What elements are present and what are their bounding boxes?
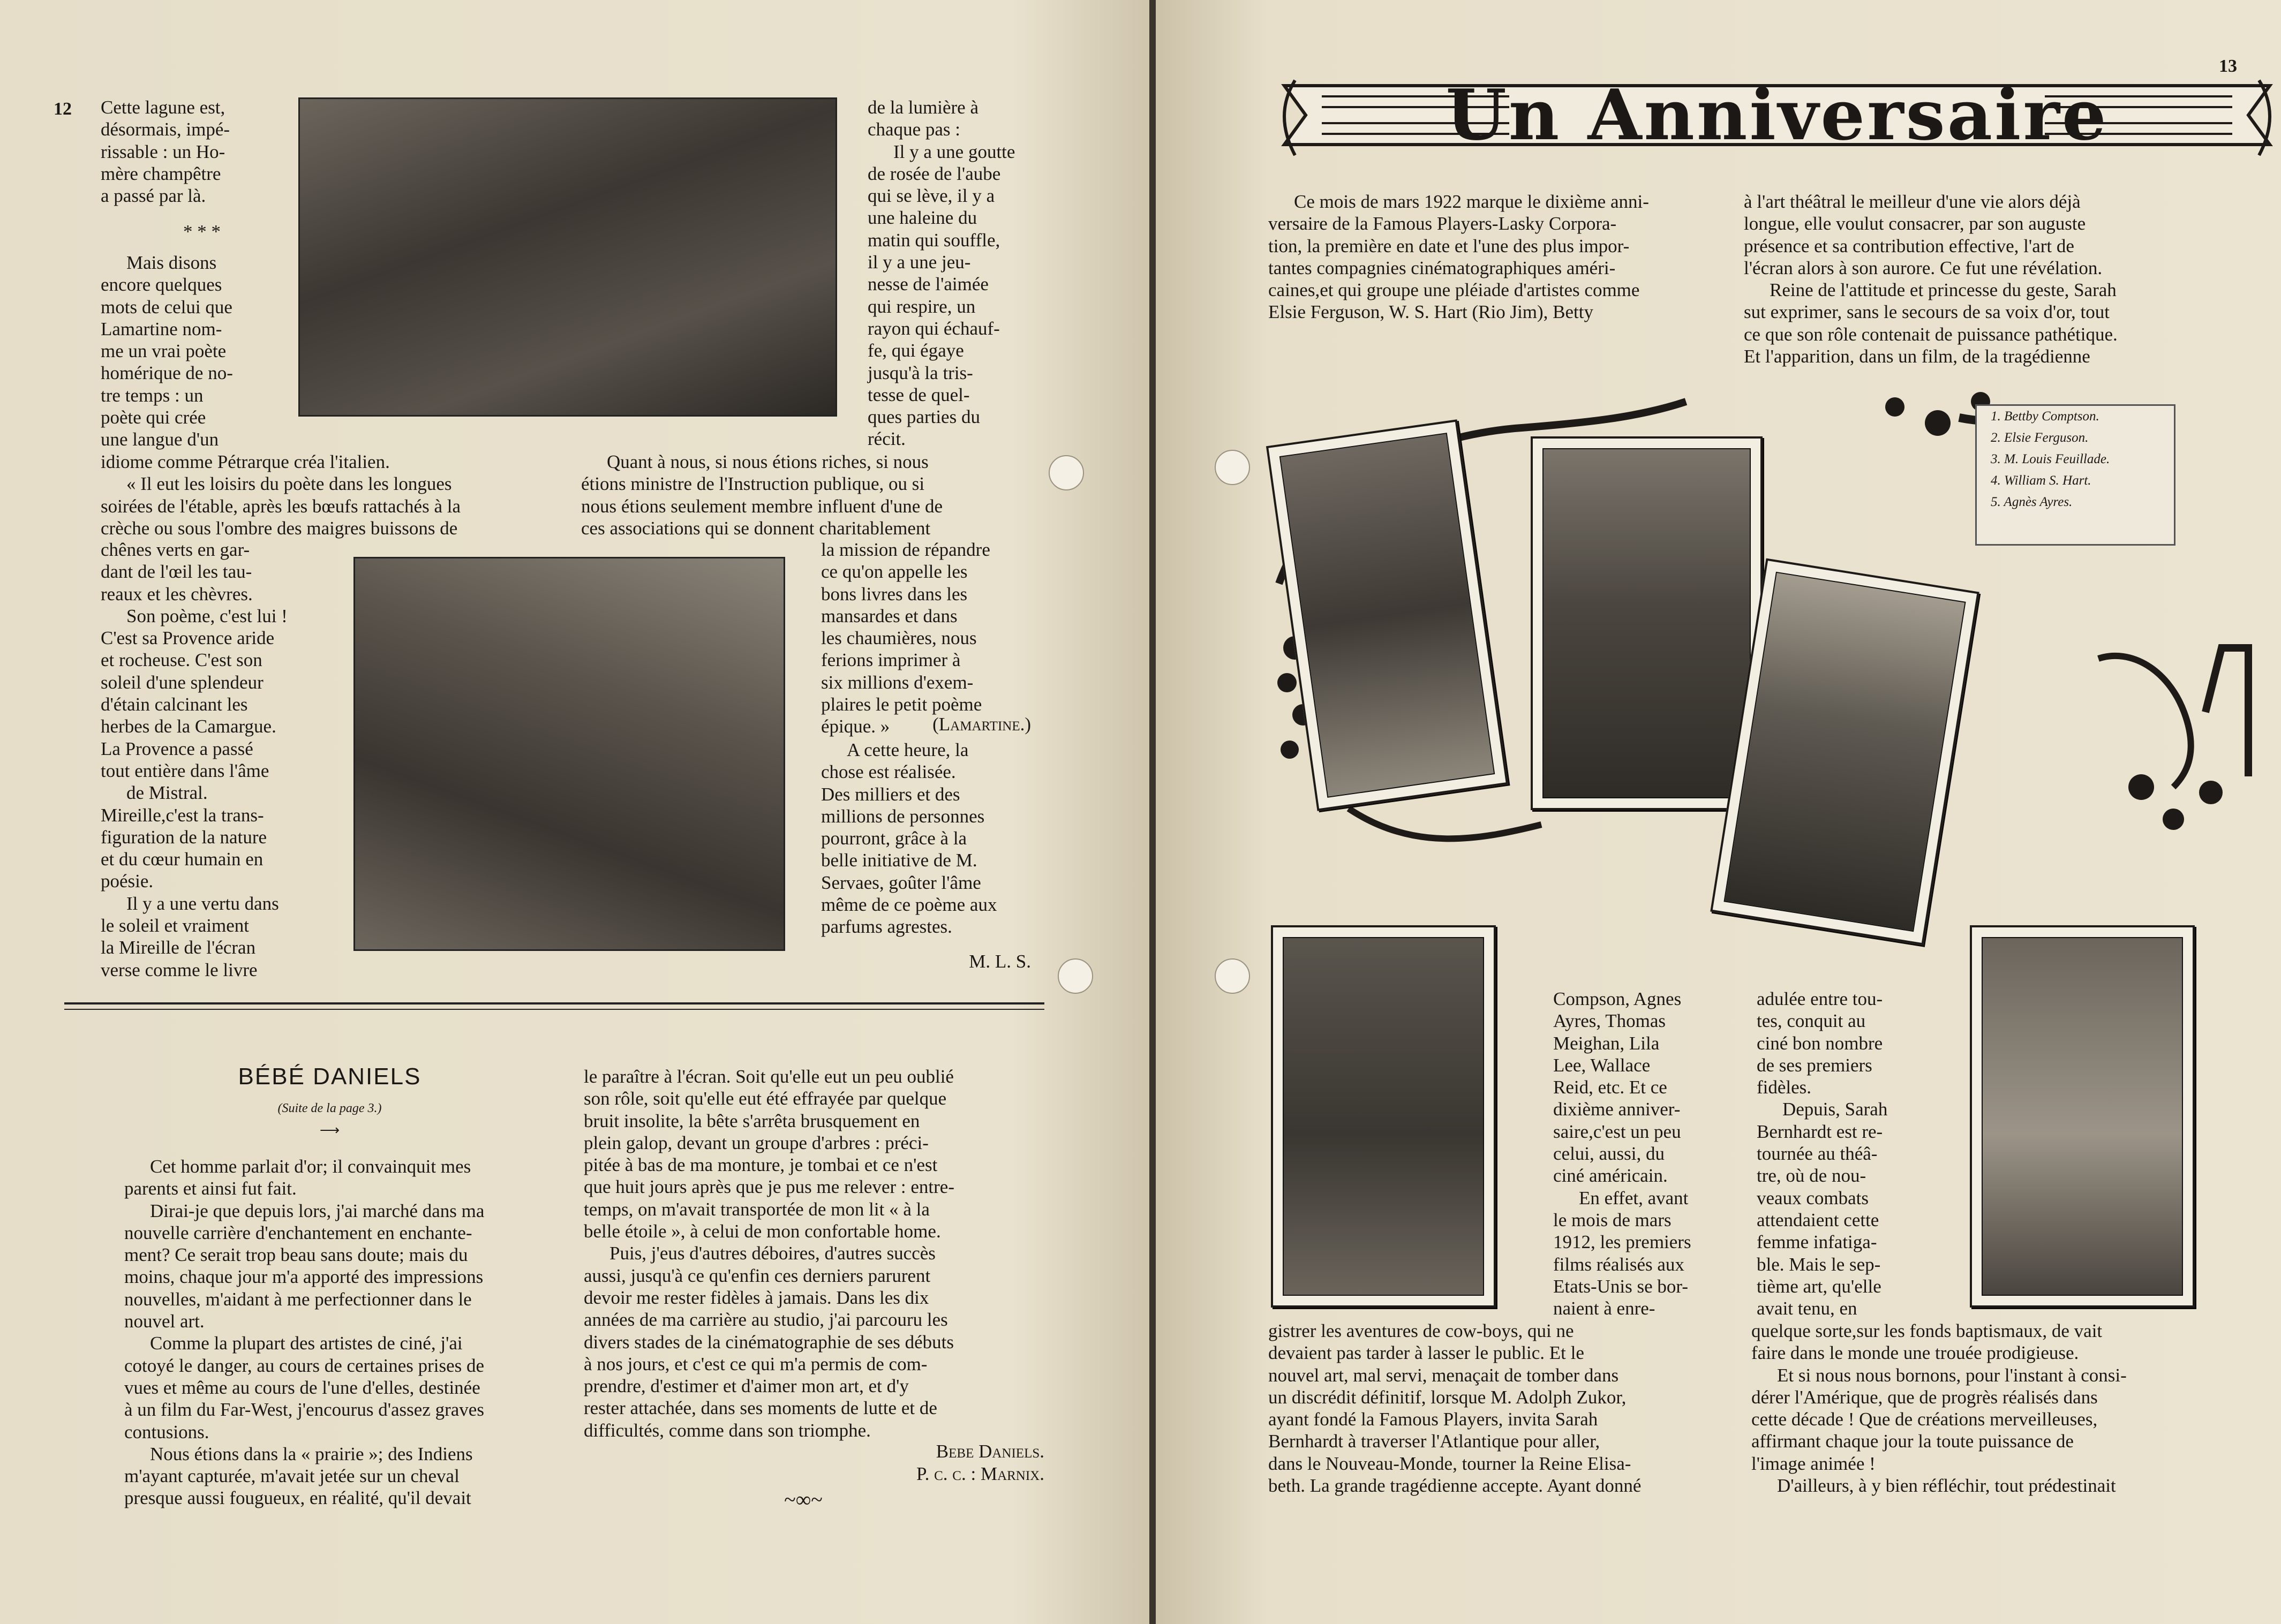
text-line: jusqu'à la tris- [868, 362, 973, 383]
page-number-left: 12 [54, 99, 72, 119]
text-line: désormais, impé- [101, 119, 230, 140]
text-line: Son poème, c'est lui ! [126, 605, 288, 626]
text-line: Nous étions dans la « prairie »; des Indiens [150, 1443, 473, 1464]
bebe-title: BÉBÉ DANIELS [238, 1063, 421, 1090]
wide-lines [101, 451, 559, 539]
text-line: Reine de l'attitude et princesse du geste, Sarah [1770, 280, 2117, 301]
text-line: a passé par là. [101, 185, 206, 207]
text-line: poète qui crée [101, 407, 206, 428]
text-line: Cette lagune est, [101, 97, 225, 118]
article-title: Un Anniversaire [1446, 74, 2109, 156]
divider-top [64, 1002, 1044, 1004]
text-line: Mais disons [126, 252, 217, 273]
col3-end [821, 739, 1031, 938]
text-line: que huit jours après que je pus me relever : entre- [584, 1176, 954, 1198]
text-line: épique. » [821, 716, 890, 737]
text-line: D'ailleurs, à y bien réfléchir, tout prédestinait [1777, 1475, 2116, 1497]
text-line: 3. M. Louis Feuillade. [1991, 452, 2110, 466]
bottom-left-col [1268, 1320, 1740, 1497]
bebe-right-col [584, 1066, 1044, 1441]
text-line: soleil d'une splendeur [101, 671, 264, 693]
binder-hole-right-1 [1215, 450, 1250, 485]
text-line: Meighan, Lila [1553, 1032, 1660, 1054]
text-line: 2. Elsie Ferguson. [1991, 430, 2089, 445]
text-line: Il y a une goutte [893, 141, 1015, 162]
right-wide [581, 451, 1031, 539]
text-line: Etats-Unis se bor- [1553, 1275, 1689, 1297]
text-line: le soleil et vraiment [101, 915, 249, 936]
text-line: l'image animée ! [1751, 1453, 1876, 1474]
text-line: dérer l'Amérique, que de progrès réalisés dans [1751, 1386, 2098, 1408]
text-line: presque aussi fougueux, en réalité, qu'il devait [124, 1487, 471, 1509]
text-line: nouvel art. [124, 1311, 205, 1332]
text-line: Et si nous nous bornons, pour l'instant à consi- [1777, 1364, 2127, 1386]
text-line: A cette heure, la [847, 739, 969, 760]
intro-left-col [1268, 191, 1729, 323]
text-line: à l'art théâtral le meilleur d'une vie alors déjà [1744, 191, 2081, 212]
text-line: le mois de mars [1553, 1209, 1672, 1230]
text-line: encore quelques [101, 274, 222, 296]
text-line: tes, conquit au [1757, 1010, 1866, 1032]
text-line: chênes verts en gar- [101, 539, 250, 560]
text-line: prendre, d'estimer et d'aimer mon art, et d'y [584, 1376, 909, 1397]
text-line: et du cœur humain en [101, 849, 264, 870]
text-line: belle étoile », à celui de mon confortable home. [584, 1221, 941, 1242]
text-line: parfums agrestes. [821, 916, 952, 938]
text-line: fidèles. [1757, 1077, 1812, 1098]
text-line: verse comme le livre [101, 959, 258, 980]
text-line: présence et sa contribution effective, l'art de [1744, 235, 2074, 256]
text-line: qui se lève, il y a [868, 185, 995, 207]
text-line: caines,et qui groupe une pléiade d'artistes comme [1268, 280, 1640, 301]
text-line: Ayres, Thomas [1553, 1010, 1666, 1032]
text-line: Cet homme parlait d'or; il convainquit mes [150, 1156, 471, 1177]
section-separator: * * * [183, 221, 221, 242]
intro-right-col [1744, 191, 2199, 367]
text-line: tion, la première en date et l'une des plus impor- [1268, 235, 1630, 256]
text-line: 1912, les premiers [1553, 1232, 1691, 1253]
text-line: figuration de la nature [101, 826, 267, 848]
text-line: films réalisés aux [1553, 1253, 1684, 1275]
text-line: divers stades de la cinématographie de ses débuts [584, 1331, 954, 1353]
text-line: Des milliers et des [821, 783, 960, 805]
text-line: une langue d'un [101, 429, 219, 450]
text-line: 4. William S. Hart. [1991, 473, 2091, 488]
text-line: beth. La grande tragédienne accepte. Ayant donné [1268, 1475, 1642, 1497]
text-line: ce qu'on appelle les [821, 561, 968, 583]
text-line: rissable : un Ho- [101, 141, 225, 162]
text-line: d'étain calcinant les [101, 694, 248, 715]
text-line: les chaumières, nous [821, 628, 977, 649]
photo-frame-4 [1271, 925, 1496, 1308]
text-line: La Provence a passé [101, 738, 253, 759]
text-line: nous étions seulement membre influent d'une de [581, 495, 943, 517]
text-line: tesse de quel- [868, 384, 970, 405]
text-line: récit. [868, 428, 906, 450]
text-line: ce que son rôle contenait de puissance pathétique. [1744, 323, 2118, 345]
text-line: crèche ou sous l'ombre des maigres buissons de [101, 517, 458, 539]
text-line: pourront, grâce à la [821, 828, 967, 849]
text-line: adulée entre tou- [1757, 988, 1883, 1009]
text-line: Lamartine nom- [101, 318, 222, 339]
text-line: vues et même au cours de l'une d'elles, destinée [124, 1377, 480, 1398]
text-line: temps, on m'avait transportée de mon lit « à la [584, 1198, 930, 1220]
text-line: de rosée de l'aube [868, 163, 1001, 184]
text-line: poésie. [101, 871, 154, 892]
text-line: chose est réalisée. [821, 761, 956, 783]
bebe-subtitle: (Suite de la page 3.) [277, 1101, 382, 1115]
text-line: femme infatiga- [1757, 1232, 1877, 1253]
page-number-right: 13 [2219, 56, 2237, 76]
text-line: reaux et les chèvres. [101, 583, 253, 605]
text-line: soirées de l'étable, après les bœufs rattachés à la [101, 495, 461, 517]
text-line: la Mireille de l'écran [101, 937, 256, 958]
text-line: une haleine du [868, 207, 977, 229]
text-line: Mireille,c'est la trans- [101, 804, 264, 826]
text-line: tout entière dans l'âme [101, 760, 269, 781]
ornament-end: ~∞~ [784, 1487, 823, 1512]
divider-bottom [64, 1009, 1044, 1010]
text-line: Quant à nous, si nous étions riches, si nous [607, 451, 929, 472]
text-line: bruit insolite, la bête s'arrêta brusquement en [584, 1110, 920, 1131]
text-line: 1. Bettby Comptson. [1991, 409, 2099, 424]
text-line: tre, où de nou- [1757, 1165, 1866, 1187]
text-line: nouvelles, m'aidant à me perfectionner dans le [124, 1288, 472, 1310]
text-line: quelque sorte,sur les fonds baptismaux, de vait [1751, 1320, 2103, 1341]
text-line: qui respire, un [868, 296, 976, 317]
text-line: ciné bon nombre [1757, 1032, 1883, 1054]
text-line: longue, elle voulut consacrer, par son auguste [1744, 213, 2086, 235]
text-line: le paraître à l'écran. Soit qu'elle eut un peu oublié [584, 1066, 954, 1087]
text-line: son rôle, soit qu'elle eut été effrayée par quelque [584, 1088, 947, 1109]
text-line: homérique de no- [101, 362, 233, 384]
text-line: l'écran alors à son aurore. Ce fut une révélation. [1744, 257, 2103, 278]
text-line: Reid, etc. Et ce [1553, 1077, 1667, 1098]
text-line: ayant fondé la Famous Players, invita Sarah [1268, 1409, 1598, 1430]
photo-church-scene [298, 97, 837, 417]
text-line: parents et ainsi fut fait. [124, 1178, 297, 1199]
text-line: veaux combats [1757, 1187, 1869, 1208]
text-line: à un film du Far-West, j'encourus d'assez graves [124, 1399, 484, 1421]
text-line: rayon qui échauf- [868, 318, 1000, 339]
text-line: bons livres dans les [821, 583, 968, 605]
text-line: me un vrai poète [101, 341, 227, 362]
text-line: millions de personnes [821, 805, 985, 827]
text-line: Comme la plupart des artistes de ciné, j'ai [150, 1333, 463, 1354]
text-line: Dirai-je que depuis lors, j'ai marché dans ma [150, 1200, 485, 1221]
text-line: plaires le petit poème [821, 694, 982, 715]
text-line: tantes compagnies cinématographiques améri- [1268, 257, 1616, 278]
text-line: rester attachée, dans ses moments de lutte et de [584, 1398, 937, 1419]
text-line: tre temps : un [101, 384, 204, 406]
col3-bottom [821, 539, 1031, 738]
text-line: matin qui souffle, [868, 229, 1000, 251]
text-line: versaire de la Famous Players-Lasky Corpora- [1268, 213, 1617, 235]
text-line: un discrédit définitif, lorsque M. Adolph Zukor, [1268, 1386, 1627, 1408]
text-line: ces associations qui se donnent charitablement [581, 517, 931, 539]
signature-bebe: Bebe Daniels. [936, 1441, 1044, 1462]
text-line: fe, qui égaye [868, 340, 964, 361]
photo-frame-5 [1970, 925, 2195, 1308]
text-line: herbes de la Camargue. [101, 716, 276, 737]
text-line: moins, chaque jour m'a apporté des impressions [124, 1266, 484, 1288]
photo-frame-2 [1531, 436, 1763, 810]
text-line: de ses premiers [1757, 1054, 1872, 1076]
text-line: Servaes, goûter l'âme [821, 872, 981, 893]
text-line: années de ma carrière au studio, j'ai parcouru les [584, 1309, 948, 1331]
text-line: avait tenu, en [1757, 1298, 1857, 1319]
text-line: ciné américain. [1553, 1165, 1668, 1187]
text-line: cotoyé le danger, au cours de certaines prises de [124, 1355, 485, 1376]
text-line: mansardes et dans [821, 605, 958, 626]
text-line: nouvel art, mal servi, menaçait de tomber dans [1268, 1364, 1619, 1386]
gutter [1149, 0, 1156, 1624]
text-line: chaque pas : [868, 119, 960, 140]
text-line: dant de l'œil les tau- [101, 561, 252, 583]
binder-hole-right-2 [1215, 958, 1250, 994]
text-line: même de ce poème aux [821, 894, 997, 916]
text-line: faire dans le monde une trouée prodigieuse. [1751, 1342, 2079, 1364]
text-line: devaient pas tarder à lasser le public. Et le [1268, 1342, 1584, 1364]
text-line: étions ministre de l'Instruction publique, ou si [581, 473, 925, 495]
text-line: celui, aussi, du [1553, 1143, 1665, 1165]
text-line: cette décade ! Que de créations merveilleuses, [1751, 1409, 2098, 1430]
text-line: C'est sa Provence aride [101, 628, 275, 649]
text-line: de la lumière à [868, 97, 978, 118]
text-line: pitée à bas de ma monture, je tombai et ce n'est [584, 1154, 938, 1176]
text-line: contusions. [124, 1421, 209, 1442]
text-line: belle initiative de M. [821, 850, 977, 871]
text-line: Bernhardt est re- [1757, 1121, 1883, 1142]
text-line: ferions imprimer à [821, 649, 961, 671]
photo-legend [1975, 404, 2175, 546]
mid-col-2 [1757, 988, 1944, 1319]
text-line: Il y a une vertu dans [126, 893, 279, 914]
text-line: Elsie Ferguson, W. S. Hart (Rio Jim), Betty [1268, 301, 1593, 323]
text-line: sut exprimer, sans le secours de sa voix d'or, tout [1744, 301, 2110, 323]
text-line: tième art, qu'elle [1757, 1275, 1881, 1297]
binder-hole-left-1 [1049, 455, 1084, 490]
text-line: idiome comme Pétrarque créa l'italien. [101, 451, 390, 472]
text-line: dans le Nouveau-Monde, tourner la Reine Elisa- [1268, 1453, 1631, 1474]
mid-col-1 [1553, 988, 1741, 1319]
text-line: nesse de l'aimée [868, 274, 989, 295]
signature-pcc: P. c. c. : Marnix. [916, 1463, 1044, 1484]
text-line: ble. Mais le sep- [1757, 1253, 1881, 1275]
text-line: Compson, Agnes [1553, 988, 1682, 1009]
text-line: gistrer les aventures de cow-boys, qui ne [1268, 1320, 1574, 1341]
photo-couple [353, 557, 785, 951]
bebe-left-col [124, 1155, 559, 1509]
text-line: tournée au théâ- [1757, 1143, 1878, 1165]
ornament-small: ⟶ [319, 1122, 340, 1138]
text-line: Bernhardt à traverser l'Atlantique pour aller, [1268, 1431, 1600, 1452]
text-line: affirmant chaque jour la toute puissance de [1751, 1431, 2074, 1452]
text-line: attendaient cette [1757, 1209, 1879, 1230]
text-line: six millions d'exem- [821, 671, 974, 693]
text-line: mots de celui que [101, 296, 232, 318]
col3-top [868, 96, 1031, 450]
text-line: dixième anniver- [1553, 1099, 1681, 1120]
right-page [1156, 0, 2281, 1624]
text-line: saire,c'est un peu [1553, 1121, 1681, 1142]
text-line: nouvelle carrière d'enchantement en enchante- [124, 1222, 472, 1243]
text-line: aussi, jusqu'à ce qu'enfin ces derniers parurent [584, 1265, 931, 1286]
text-line: Puis, j'eus d'autres déboires, d'autres succès [609, 1243, 936, 1264]
text-line: « Il eut les loisirs du poète dans les longues [126, 473, 452, 495]
col1-mid [101, 252, 267, 451]
text-line: Ce mois de mars 1922 marque le dixième anni- [1294, 191, 1649, 212]
text-line: à nos jours, et c'est ce qui m'a permis de com- [584, 1353, 928, 1374]
text-line: Et l'apparition, dans un film, de la tragédienne [1744, 346, 2090, 367]
text-line: Depuis, Sarah [1782, 1099, 1888, 1120]
text-line: et rocheuse. C'est son [101, 649, 262, 671]
text-line: la mission de répandre [821, 539, 990, 560]
text-line: naient à enre- [1553, 1298, 1655, 1319]
text-line: m'ayant capturée, m'avait jetée sur un cheval [124, 1466, 460, 1487]
col1-bottom [101, 539, 320, 981]
text-line: 5. Agnès Ayres. [1991, 495, 2073, 509]
text-line: difficultés, comme dans son triomphe. [584, 1419, 871, 1441]
text-line: Lee, Wallace [1553, 1054, 1651, 1076]
text-line: mère champêtre [101, 163, 221, 184]
text-line: de Mistral. [126, 782, 208, 804]
text-line: devoir me rester fidèles à jamais. Dans les dix [584, 1287, 929, 1308]
signature-mls: M. L. S. [969, 951, 1031, 972]
text-line: ment? Ce serait trop beau sans doute; mais du [124, 1244, 468, 1266]
binder-hole-left-2 [1058, 958, 1093, 994]
lamartine-credit: (Lamartine.) [932, 714, 1031, 735]
text-line: En effet, avant [1579, 1187, 1689, 1208]
text-line: plein galop, devant un groupe d'arbres : préci- [584, 1132, 929, 1153]
text-line: il y a une jeu- [868, 252, 971, 273]
bottom-right-col [1751, 1320, 2199, 1497]
text-line: ques parties du [868, 406, 980, 428]
col1-top [101, 96, 303, 207]
